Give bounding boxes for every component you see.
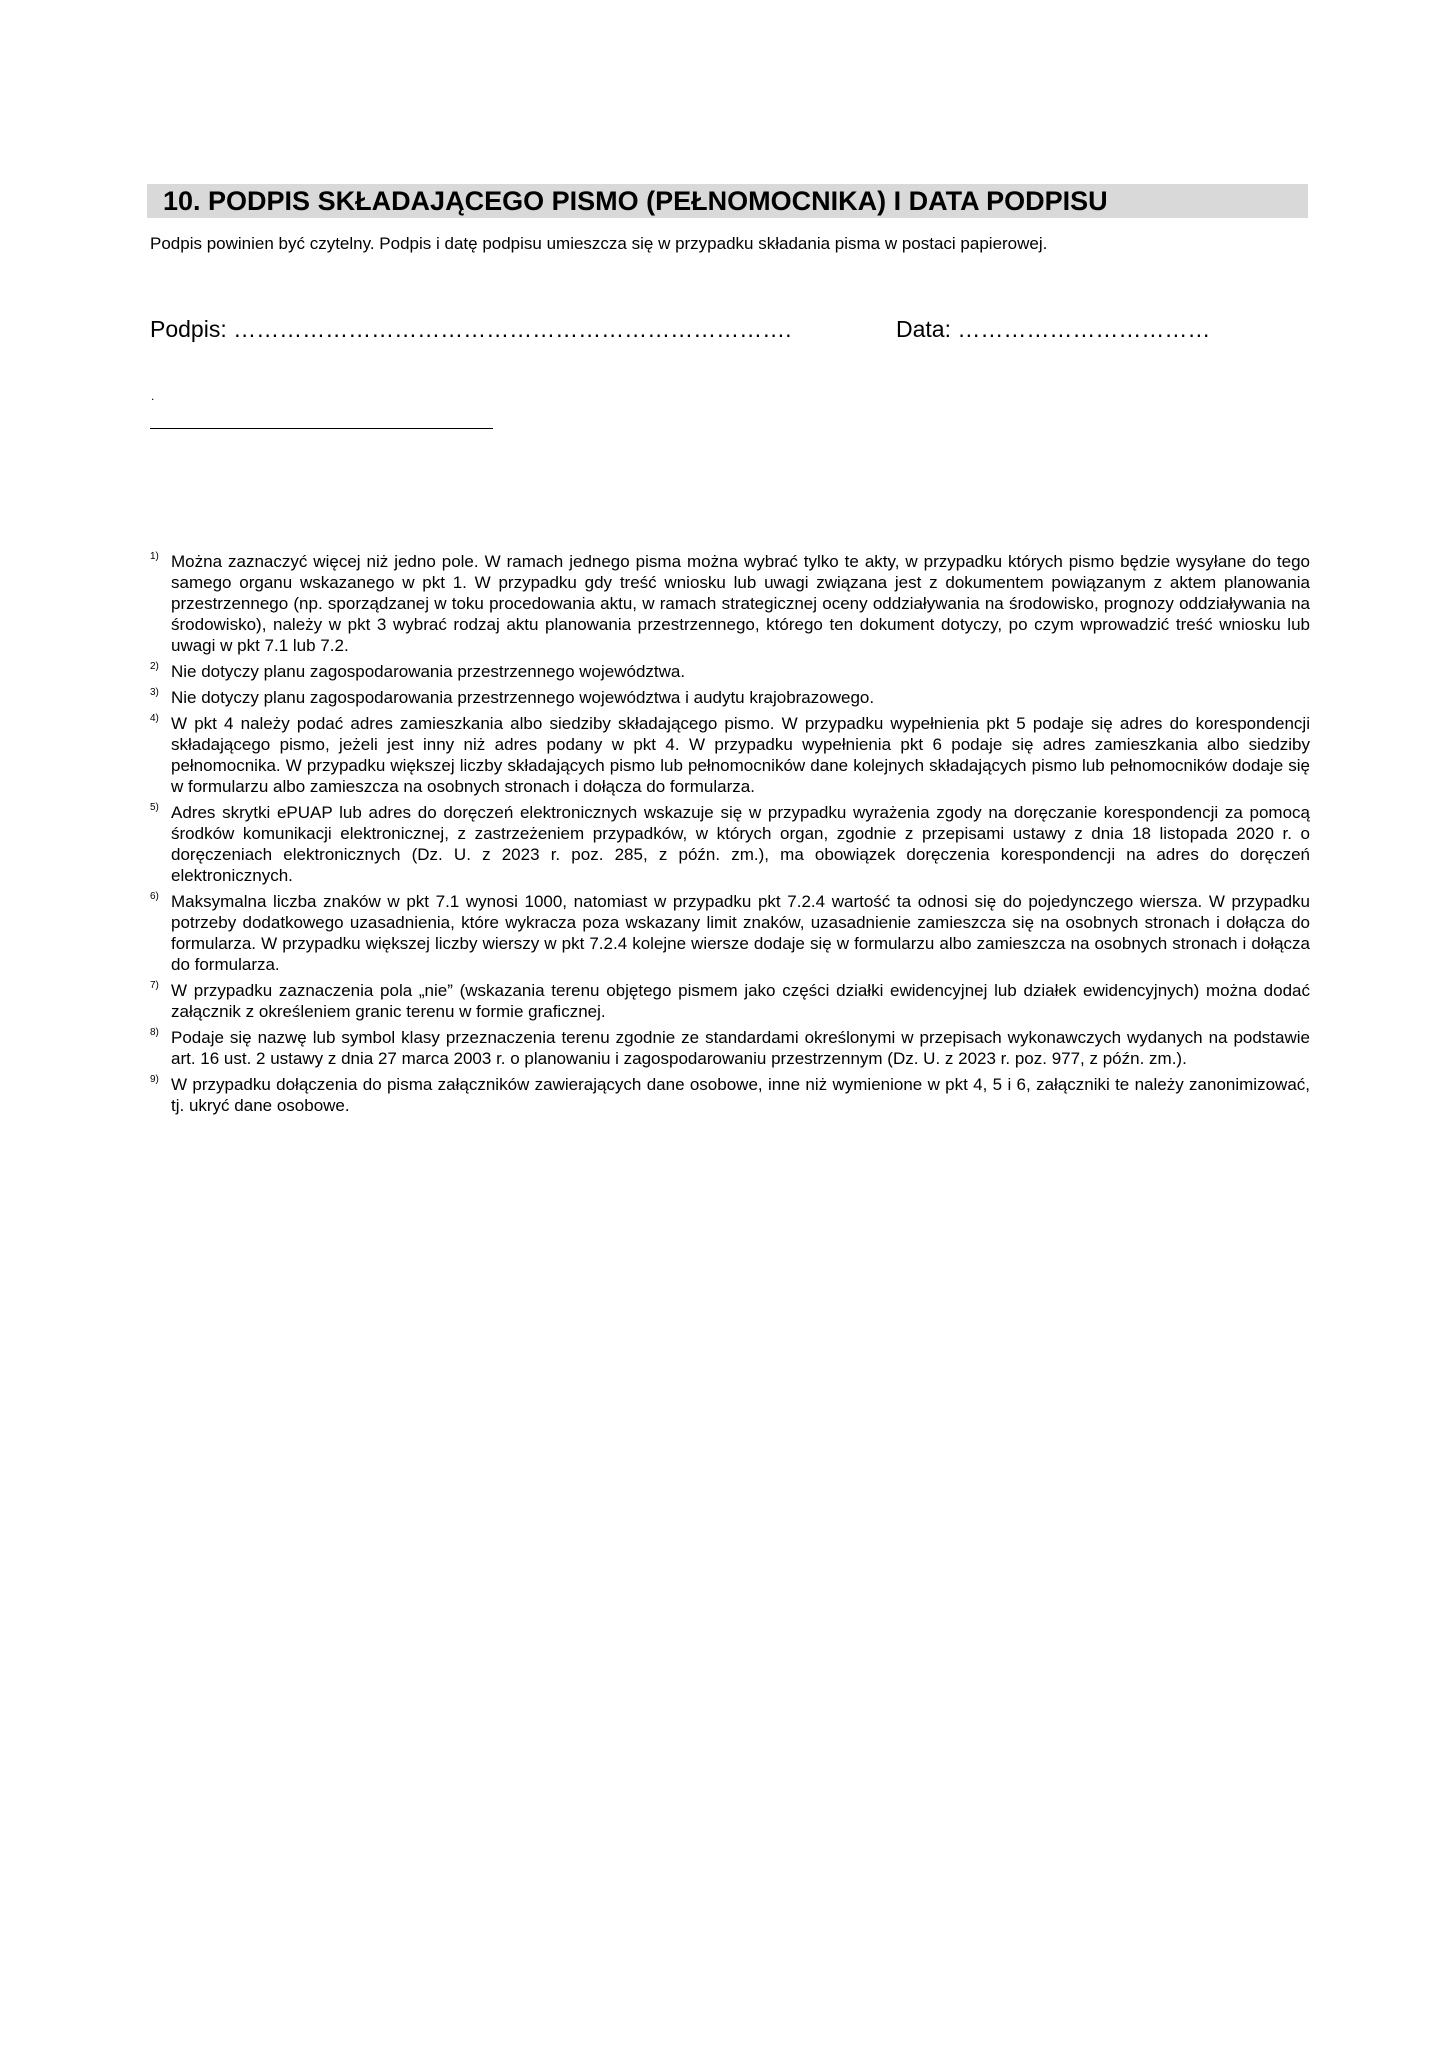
date-field[interactable] [896,315,1210,343]
footnote-text: Można zaznaczyć więcej niż jedno pole. W ramach jednego pisma można wybrać tylko te akty, w przypadku których pismo będzie wysyłane do tego samego organu wskazanego w pkt 1. W przypadku gdy treść wniosku lub uwagi związana jest z dokumentem powiązanym z aktem planowania przestrzennego (np. sporządzanej w toku procedowania aktu, w ramach strategicznej oceny oddziaływania na środowisko, prognozy oddziaływania na środowisko), należy w pkt 3 wybrać rodzaj aktu planowania przestrzennego, którego ten dokument dotyczy, po czym wprowadzić treść wniosku lub uwagi w pkt 7.1 lub 7.2. [171,552,1310,655]
signature-field[interactable] [150,315,792,343]
footnote-number: 8) [150,1027,159,1038]
footnote-item [150,980,1310,1022]
footnote-number: 6) [150,891,159,902]
footnote-text: Adres skrytki ePUAP lub adres do doręczeń elektronicznych wskazuje się w przypadku wyrażenia zgody na doręczanie korespondencji za pomocą środków komunikacji elektronicznej, z zastrzeżeniem przypadków, w których organ, zgodnie z przepisami ustawy z dnia 18 listopada 2020 r. o doręczeniach elektronicznych (Dz. U. z 2023 r. poz. 285, z późn. zm.), ma obowiązek doręczenia korespondencji na adres do doręczeń elektronicznych. [171,803,1310,885]
footnote-number: 7) [150,980,159,991]
signature-dots: ………………………………………………………………. [233,316,792,342]
footnote-text: W pkt 4 należy podać adres zamieszkania albo siedziby składającego pismo. W przypadku wypełnienia pkt 5 podaje się adres do korespondencji składającego pismo, jeżeli jest inny niż adres podany w pkt 4. W przypadku wypełnienia pkt 6 podaje się adres zamieszkania albo siedziby pełnomocnika. W przypadku większej liczby składających pismo lub pełnomocników dane kolejnych składających pismo lub pełnomocników dodaje się w formularzu albo zamieszcza na osobnych stronach i dołącza do formularza. [171,714,1310,796]
footnote-item [150,802,1310,886]
date-label: Data: [896,316,951,342]
footnote-item [150,1027,1310,1069]
footnote-text: W przypadku dołączenia do pisma załączników zawierających dane osobowe, inne niż wymienione w pkt 4, 5 i 6, załączniki te należy zanonimizować, tj. ukryć dane osobowe. [171,1075,1310,1115]
footnote-text: Nie dotyczy planu zagospodarowania przestrzennego województwa. [171,662,686,681]
footnote-text: Nie dotyczy planu zagospodarowania przestrzennego województwa i audytu krajobrazowego. [171,688,875,707]
footnote-item [150,551,1310,656]
footnote-item [150,713,1310,797]
footnote-number: 1) [150,551,159,562]
footnote-number: 5) [150,802,159,813]
footnote-text: W przypadku zaznaczenia pola „nie” (wskazania terenu objętego pismem jako części działki ewidencyjnej lub działek ewidencyjnych) można dodać załącznik z określeniem granic terenu w formie graficznej. [171,981,1310,1021]
footnote-number: 4) [150,713,159,724]
footnotes-list [150,551,1310,1121]
footnote-text: Podaje się nazwę lub symbol klasy przeznaczenia terenu zgodnie ze standardami określonymi w przepisach wykonawczych wydanych na podstawie art. 16 ust. 2 ustawy z dnia 27 marca 2003 r. o planowaniu i zagospodarowaniu przestrzennym (Dz. U. z 2023 r. poz. 977, z późn. zm.). [171,1028,1310,1068]
date-dots: …………………………… [957,316,1211,342]
signature-label: Podpis: [150,316,227,342]
footnote-number: 2) [150,661,159,672]
footnote-number: 3) [150,687,159,698]
section-title: 10. PODPIS SKŁADAJĄCEGO PISMO (PEŁNOMOCNIKA) I DATA PODPISU [147,184,1308,218]
section-note: Podpis powinien być czytelny. Podpis i datę podpisu umieszcza się w przypadku składania pisma w postaci papierowej. [150,234,1048,253]
stray-mark: . [151,389,155,403]
footnote-number: 9) [150,1074,159,1085]
footnote-item [150,891,1310,975]
footnote-text: Maksymalna liczba znaków w pkt 7.1 wynosi 1000, natomiast w przypadku pkt 7.2.4 wartość ta odnosi się do pojedynczego wiersza. W przypadku potrzeby dodatkowego uzasadnienia, które wykracza poza wskazany limit znaków, uzasadnienie zamieszcza się na osobnych stronach i dołącza do formularza. W przypadku większej liczby wierszy w pkt 7.2.4 kolejne wiersze dodaje się w formularzu albo zamieszcza na osobnych stronach i dołącza do formularza. [171,892,1310,974]
footnote-item [150,687,1310,708]
footnote-separator [150,428,493,429]
footnote-item [150,1074,1310,1116]
footnote-item [150,661,1310,682]
